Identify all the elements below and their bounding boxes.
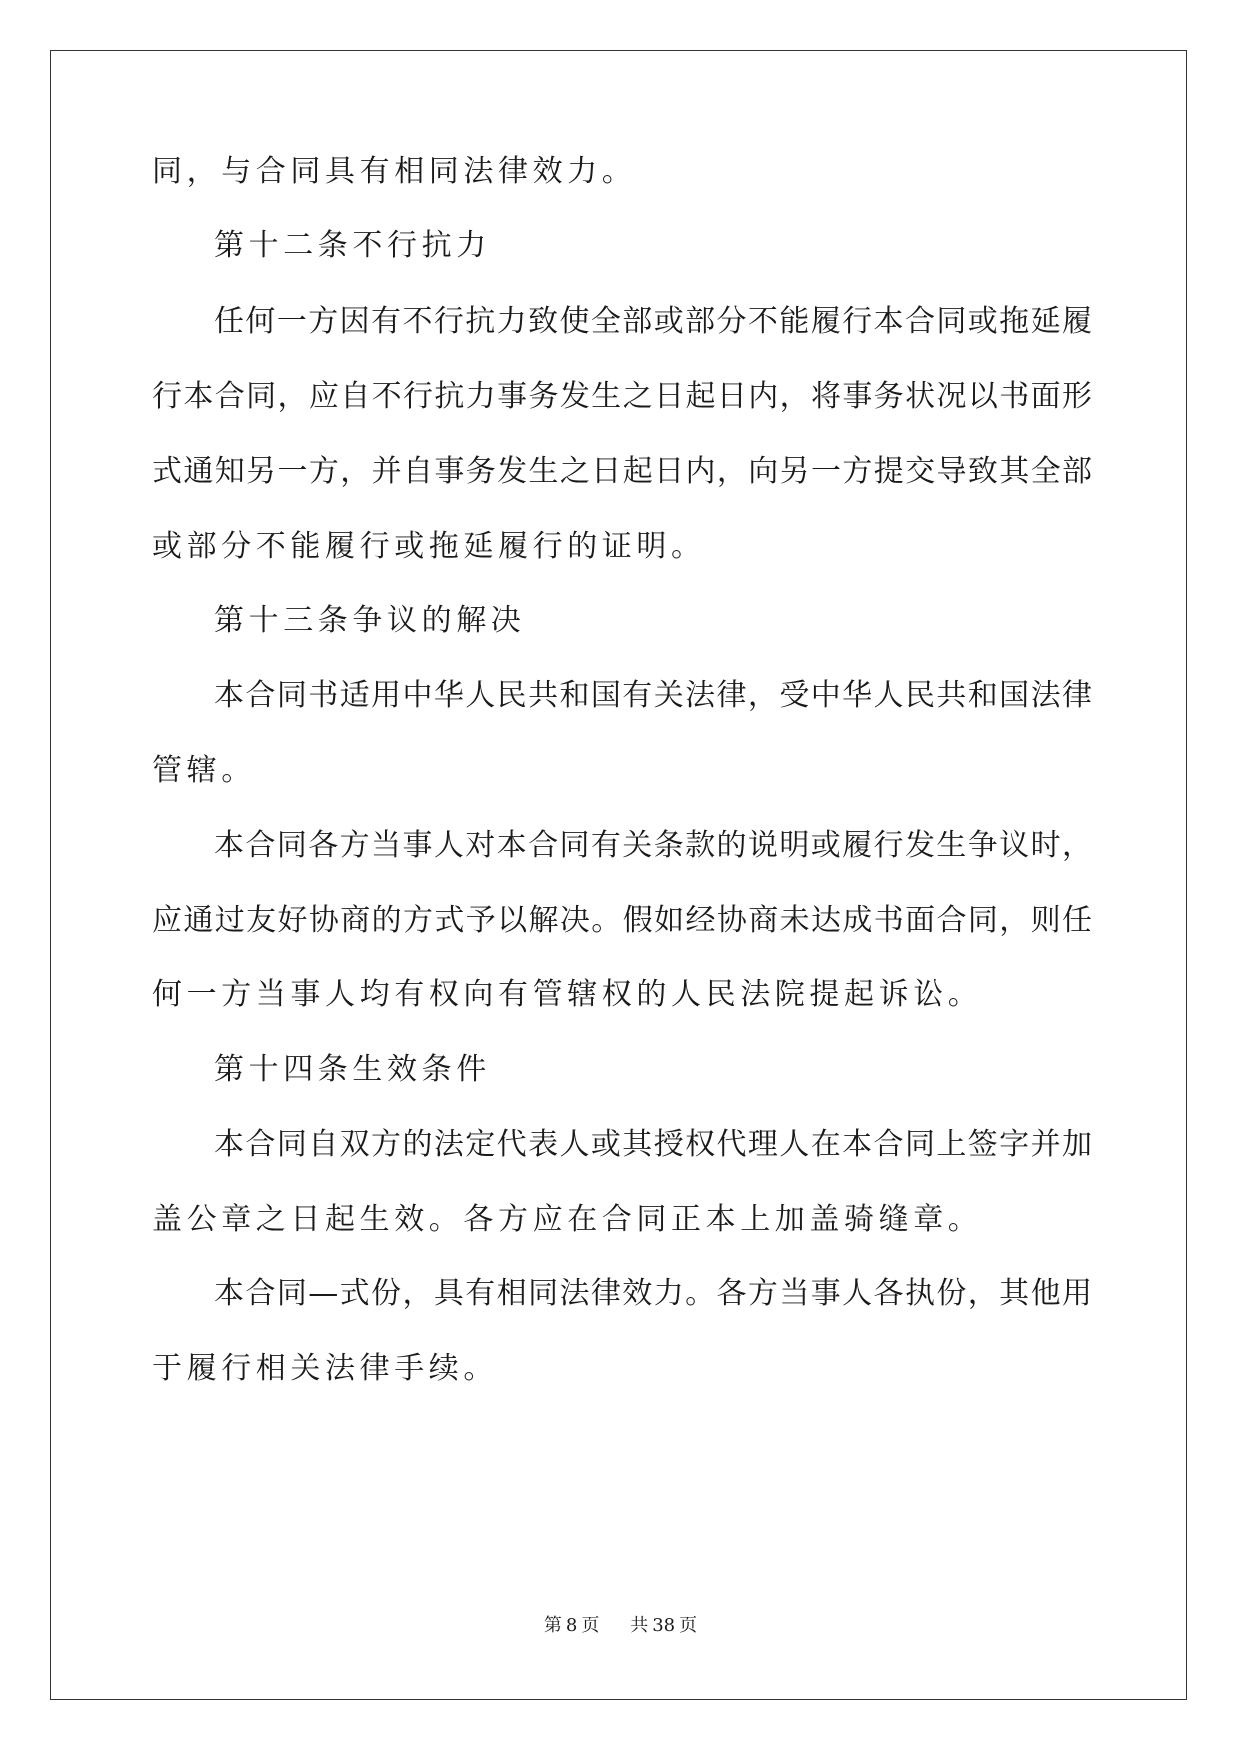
total-suffix: 页	[679, 1615, 698, 1636]
paragraph-line: 同，与合同具有相同法律效力。	[152, 154, 637, 189]
page-number: 8	[565, 1615, 578, 1636]
paragraph-line: 本合同各方当事人对本合同有关条款的说明或履行发生争议时，	[214, 828, 1092, 863]
section-heading: 第十二条不行抗力	[214, 228, 491, 263]
paragraph-line: 行本合同，应自不行抗力事务发生之日起日内，将事务状况以书面形	[152, 379, 1092, 414]
paragraph-line: 何一方当事人均有权向有管辖权的人民法院提起诉讼。	[152, 977, 983, 1012]
paragraph-line: 盖公章之日起生效。各方应在合同正本上加盖骑缝章。	[152, 1202, 983, 1237]
section-heading: 第十四条生效条件	[214, 1052, 491, 1087]
total-pages: 38	[652, 1615, 676, 1636]
paragraph-line: 于履行相关法律手续。	[152, 1351, 498, 1386]
total-prefix: 共	[630, 1615, 649, 1636]
page-indicator	[542, 1615, 601, 1636]
paragraph-line: 应通过友好协商的方式予以解决。假如经协商未达成书面合同，则任	[152, 903, 1092, 938]
page-footer	[0, 1614, 1241, 1638]
paragraph-line: 本合同自双方的法定代表人或其授权代理人在本合同上签字并加	[214, 1127, 1092, 1162]
paragraph-line: 或部分不能履行或拖延履行的证明。	[152, 529, 706, 564]
paragraph-line: 任何一方因有不行抗力致使全部或部分不能履行本合同或拖延履	[214, 304, 1092, 339]
page-border	[50, 50, 1187, 1700]
paragraph-line: 本合同书适用中华人民共和国有关法律，受中华人民共和国法律	[214, 678, 1092, 713]
page-prefix: 第	[543, 1615, 562, 1636]
page-suffix: 页	[581, 1615, 600, 1636]
paragraph-line: 管辖。	[152, 753, 256, 788]
section-heading: 第十三条争议的解决	[214, 603, 526, 638]
paragraph-line: 本合同—式份，具有相同法律效力。各方当事人各执份，其他用	[214, 1276, 1092, 1311]
total-pages-indicator	[628, 1615, 699, 1636]
paragraph-line: 式通知另一方，并自事务发生之日起日内，向另一方提交导致其全部	[152, 454, 1092, 489]
